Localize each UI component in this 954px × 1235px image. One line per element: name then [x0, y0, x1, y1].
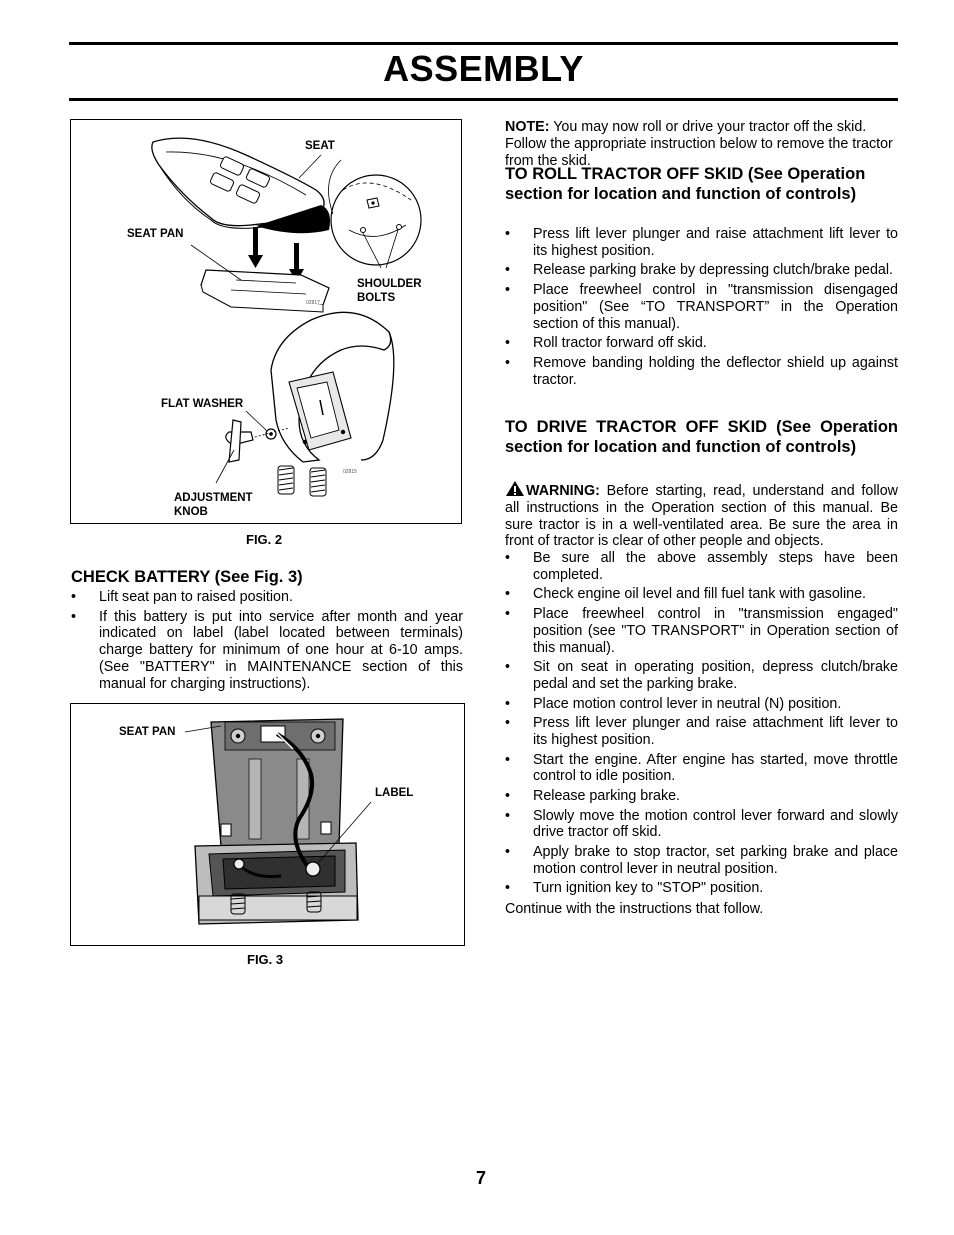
list-item: • Be sure all the above assembly steps have been completed. — [505, 550, 898, 584]
list-item: • Press lift lever plunger and raise attachment lift lever to its highest position. — [505, 226, 898, 260]
figure-3 — [70, 703, 465, 946]
figure-2 — [70, 119, 462, 524]
list-item: • Slowly move the motion control lever forward and slowly drive tractor off skid. — [505, 808, 898, 842]
note-lead: NOTE: — [505, 119, 550, 135]
list-item: • Start the engine. After engine has started, move throttle control to idle position. — [505, 752, 898, 786]
check-battery-heading: CHECK BATTERY (See Fig. 3) — [71, 568, 303, 586]
list-item: • Turn ignition key to "STOP" position. — [505, 880, 898, 897]
flat-washer-label: FLAT WASHER — [161, 398, 244, 410]
battery-label-callout: LABEL — [375, 787, 414, 799]
list-item: • Release parking brake. — [505, 788, 898, 805]
roll-off-list — [505, 226, 898, 391]
list-item: • Place freewheel control in "transmission disengaged position" (See “TO TRANSPORT” in the Operation section of this manual). — [505, 282, 898, 332]
seat-pan-label: SEAT PAN — [127, 228, 184, 240]
warning-triangle-icon — [505, 480, 525, 497]
shoulder-bolts-label: SHOULDER BOLTS — [357, 278, 422, 304]
top-rule — [69, 42, 898, 45]
list-item: • Roll tractor forward off skid. — [505, 335, 898, 352]
warning-paragraph — [505, 480, 898, 550]
drive-off-list — [505, 550, 898, 900]
roll-off-heading: TO ROLL TRACTOR OFF SKID (See Operation section for location and function of controls) — [505, 165, 866, 203]
list-item: • Release parking brake by depressing clutch/brake pedal. — [505, 262, 898, 279]
figure-2-caption: FIG. 2 — [246, 532, 283, 547]
list-item: • Press lift lever plunger and raise attachment lift lever to its highest position. — [505, 715, 898, 749]
warning-text: Before starting, read, understand and follow all instructions in the Operation section of this manual. Be sure tractor is in a well-ventilated area. Be sure the area in front of tractor is clear of other people and objects. — [505, 483, 898, 550]
battery-illustration — [71, 704, 466, 947]
svg-text:02817: 02817 — [306, 300, 320, 306]
page-title: ASSEMBLY — [383, 48, 584, 89]
part-code-label: 02815 — [343, 469, 357, 475]
figure-3-caption: FIG. 3 — [247, 952, 284, 967]
list-item: • Sit on seat in operating position, depress clutch/brake pedal and set the parking brake. — [505, 659, 898, 693]
list-item: • Check engine oil level and fill fuel tank with gasoline. — [505, 586, 898, 603]
list-item: • If this battery is put into service after month and year indicated on label (label located between terminals) charge battery for minimum of one hour at 6-10 amps. (See "BATTERY" in MAINTENANCE section of this manual for charging instructions). — [71, 609, 463, 693]
list-item: • Place freewheel control in "transmission engaged" position (see "TO TRANSPORT" in Operation section of this manual). — [505, 606, 898, 656]
seat-pan-label: SEAT PAN — [119, 726, 176, 738]
list-item: • Place motion control lever in neutral (N) position. — [505, 696, 898, 713]
note-text: You may now roll or drive your tractor off the skid. Follow the appropriate instruction below to remove the tractor from the skid. — [505, 119, 893, 169]
note-paragraph — [505, 119, 898, 169]
list-item: • Lift seat pan to raised position. — [71, 589, 463, 606]
title-rule — [69, 98, 898, 101]
check-battery-list — [71, 589, 463, 695]
page-number: 7 — [476, 1168, 487, 1188]
drive-off-heading: TO DRIVE TRACTOR OFF SKID (See Operation section for location and function of controls) — [505, 418, 898, 456]
warning-lead: WARNING: — [526, 483, 600, 499]
list-item: • Remove banding holding the deflector shield up against tractor. — [505, 355, 898, 389]
list-item: • Apply brake to stop tractor, set parking brake and place motion control lever in neutral position. — [505, 844, 898, 878]
adjustment-knob-label: ADJUSTMENT KNOB — [174, 492, 253, 518]
seat-assembly-illustration — [71, 120, 463, 525]
seat-label: SEAT — [305, 140, 335, 152]
closing-paragraph: Continue with the instructions that follow. — [505, 901, 764, 917]
